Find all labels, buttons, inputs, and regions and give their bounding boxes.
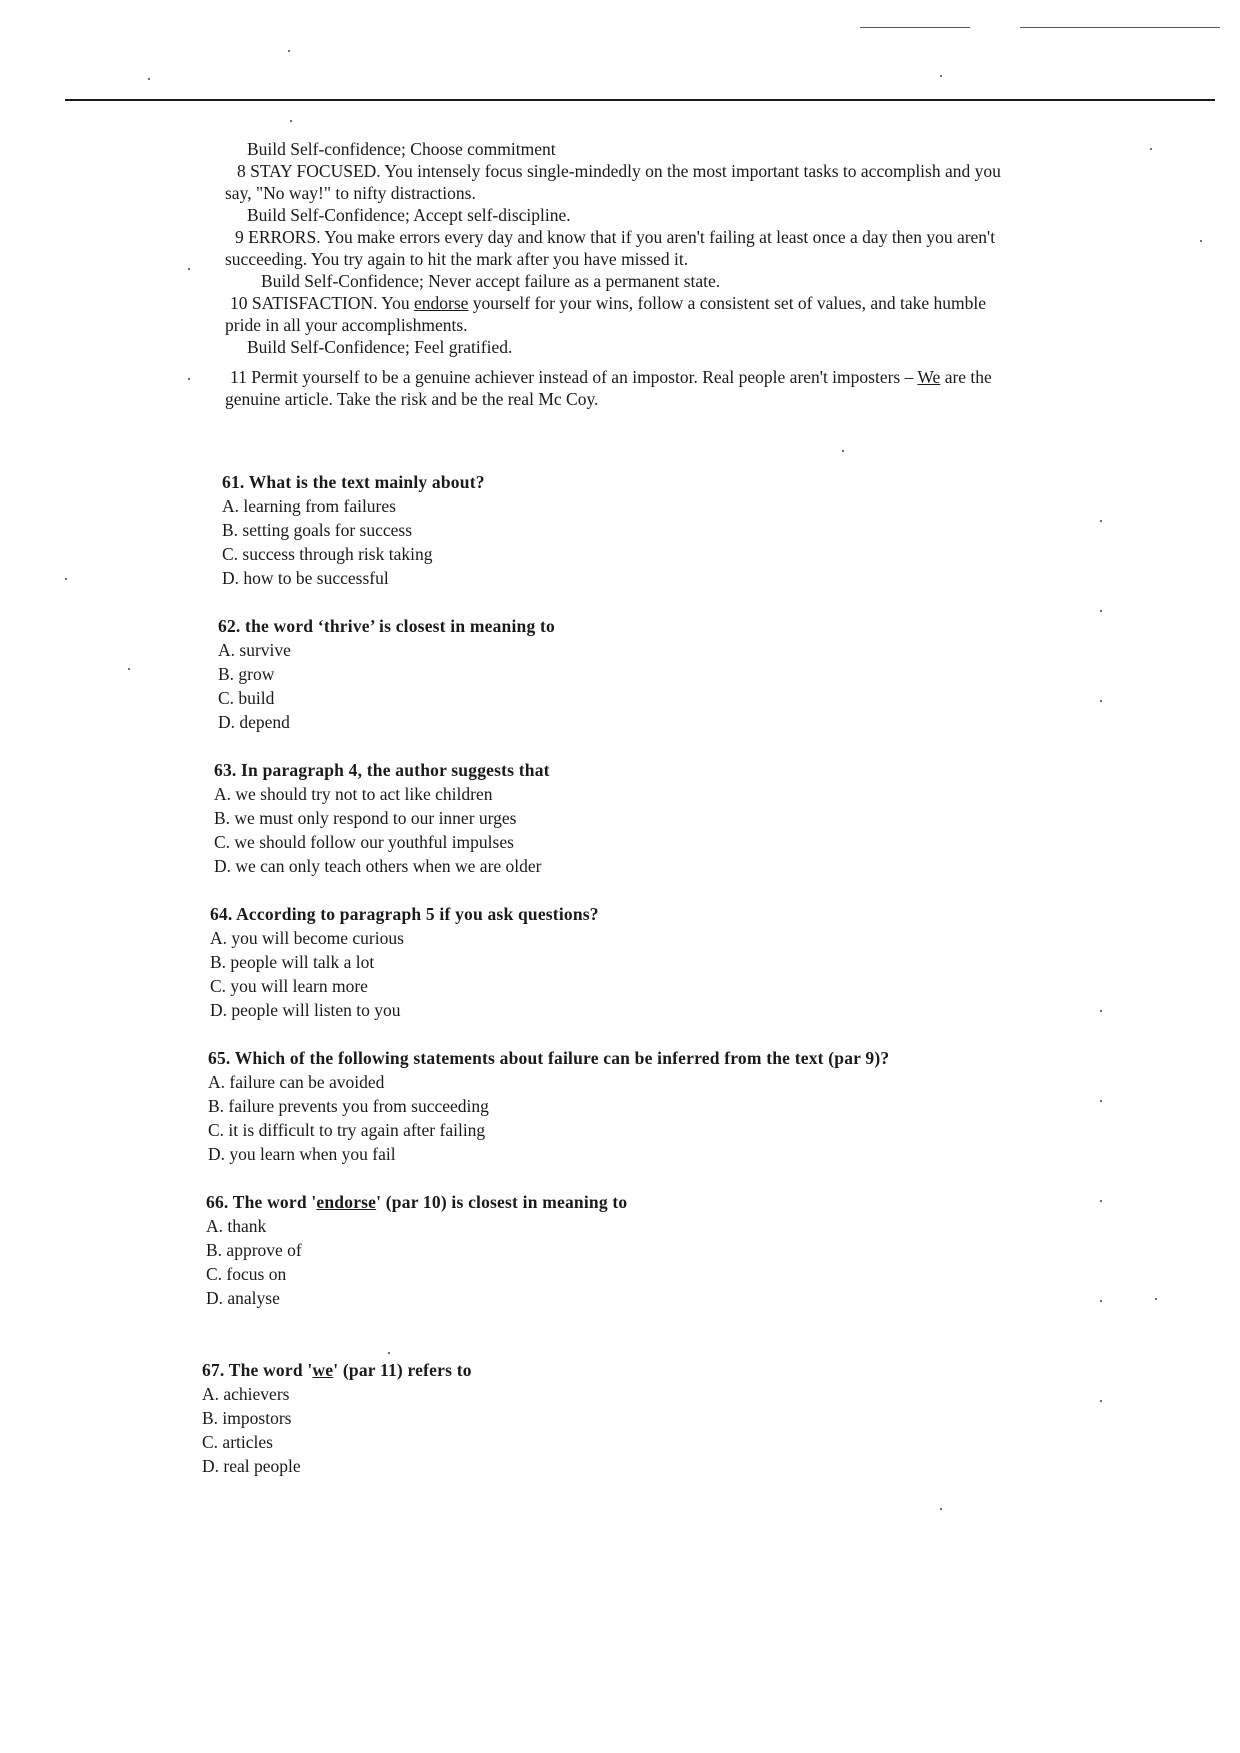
passage-text: yourself for your wins, follow a consistent set of values, and take humble — [468, 293, 986, 313]
question-stem — [202, 1358, 472, 1382]
passage — [225, 138, 1185, 410]
scan-speck — [290, 120, 292, 122]
question-66 — [206, 1190, 627, 1310]
option-a: A. achievers — [202, 1384, 290, 1404]
option-d: D. we can only teach others when we are older — [214, 856, 542, 876]
stem-text: ' (par 11) refers to — [333, 1360, 472, 1380]
question-stem: 62. the word ‘thrive’ is closest in meaning to — [218, 616, 555, 636]
passage-line: Build Self-Confidence; Feel gratified. — [247, 337, 513, 357]
header-rule — [65, 99, 1215, 101]
scan-speck — [188, 268, 190, 270]
option-c: C. focus on — [206, 1264, 287, 1284]
stem-text: 67. The word ' — [202, 1360, 313, 1380]
option-d: D. depend — [218, 712, 290, 732]
option-c: C. articles — [202, 1432, 273, 1452]
option-a: A. learning from failures — [222, 496, 396, 516]
option-a: A. you will become curious — [210, 928, 404, 948]
passage-text: are the — [940, 367, 992, 387]
passage-line: Build Self-Confidence; Accept self-discipline. — [247, 205, 571, 225]
question-stem: 64. According to paragraph 5 if you ask questions? — [210, 904, 599, 924]
scan-speck — [1100, 1300, 1102, 1302]
question-stem — [206, 1190, 627, 1214]
passage-line — [225, 292, 1185, 314]
option-a: A. survive — [218, 640, 291, 660]
scan-speck — [940, 1508, 942, 1510]
option-b: B. we must only respond to our inner urges — [214, 808, 517, 828]
passage-text: 11 Permit yourself to be a genuine achiever instead of an impostor. Real people aren't imposters – — [230, 367, 918, 387]
scan-speck — [1100, 1010, 1102, 1012]
option-d: D. people will listen to you — [210, 1000, 401, 1020]
option-d: D. real people — [202, 1456, 301, 1476]
option-b: B. people will talk a lot — [210, 952, 375, 972]
option-b: B. failure prevents you from succeeding — [208, 1096, 489, 1116]
underlined-word: we — [312, 1360, 334, 1380]
underlined-word: endorse — [413, 293, 469, 313]
option-c: C. we should follow our youthful impulses — [214, 832, 514, 852]
scan-speck — [288, 50, 290, 52]
passage-line: Build Self-confidence; Choose commitment — [247, 139, 556, 159]
scan-speck — [1155, 1298, 1157, 1300]
question-63 — [214, 758, 550, 878]
question-64 — [210, 902, 599, 1022]
passage-line: 8 STAY FOCUSED. You intensely focus single-mindedly on the most important tasks to accomplish and you — [237, 161, 1001, 181]
option-b: B. approve of — [206, 1240, 302, 1260]
stem-text: ' (par 10) is closest in meaning to — [376, 1192, 628, 1212]
question-stem: 63. In paragraph 4, the author suggests that — [214, 760, 550, 780]
stem-text: 66. The word ' — [206, 1192, 317, 1212]
scan-speck — [1100, 520, 1102, 522]
option-a: A. failure can be avoided — [208, 1072, 385, 1092]
option-b: B. grow — [218, 664, 275, 684]
question-67 — [202, 1358, 472, 1478]
option-d: D. how to be successful — [222, 568, 389, 588]
question-65 — [208, 1046, 889, 1166]
scan-speck — [1100, 610, 1102, 612]
passage-line: Build Self-Confidence; Never accept failure as a permanent state. — [261, 271, 721, 291]
question-stem: 65. Which of the following statements about failure can be inferred from the text (par 9)? — [208, 1048, 890, 1068]
passage-line: succeeding. You try again to hit the mark after you have missed it. — [225, 249, 689, 269]
passage-line: 9 ERRORS. You make errors every day and know that if you aren't failing at least once a day then you aren't — [235, 227, 996, 247]
scan-speck — [940, 75, 942, 77]
scan-speck — [842, 450, 844, 452]
scan-speck — [1200, 240, 1202, 242]
option-c: C. it is difficult to try again after failing — [208, 1120, 486, 1140]
scan-speck — [128, 668, 130, 670]
scan-speck — [188, 378, 190, 380]
underlined-word: endorse — [316, 1192, 377, 1212]
option-a: A. thank — [206, 1216, 267, 1236]
option-a: A. we should try not to act like children — [214, 784, 493, 804]
option-b: B. impostors — [202, 1408, 292, 1428]
option-d: D. you learn when you fail — [208, 1144, 396, 1164]
passage-line — [225, 366, 1185, 388]
scan-speck — [65, 578, 67, 580]
scan-speck — [1100, 1400, 1102, 1402]
passage-line: say, "No way!" to nifty distractions. — [225, 183, 476, 203]
passage-text: 10 SATISFACTION. You — [230, 293, 414, 313]
scan-line — [860, 27, 970, 28]
option-c: C. build — [218, 688, 275, 708]
question-stem: 61. What is the text mainly about? — [222, 472, 485, 492]
passage-line: genuine article. Take the risk and be the real Mc Coy. — [225, 389, 599, 409]
scan-speck — [1100, 700, 1102, 702]
scan-speck — [1100, 1100, 1102, 1102]
scan-speck — [388, 1352, 390, 1354]
underlined-word: We — [917, 367, 941, 387]
scan-line — [1020, 27, 1220, 28]
question-62 — [218, 614, 555, 734]
option-c: C. success through risk taking — [222, 544, 433, 564]
option-c: C. you will learn more — [210, 976, 368, 996]
scan-speck — [1100, 1200, 1102, 1202]
scan-speck — [148, 78, 150, 80]
option-b: B. setting goals for success — [222, 520, 413, 540]
option-d: D. analyse — [206, 1288, 280, 1308]
passage-line: pride in all your accomplishments. — [225, 315, 468, 335]
question-61 — [222, 470, 485, 590]
